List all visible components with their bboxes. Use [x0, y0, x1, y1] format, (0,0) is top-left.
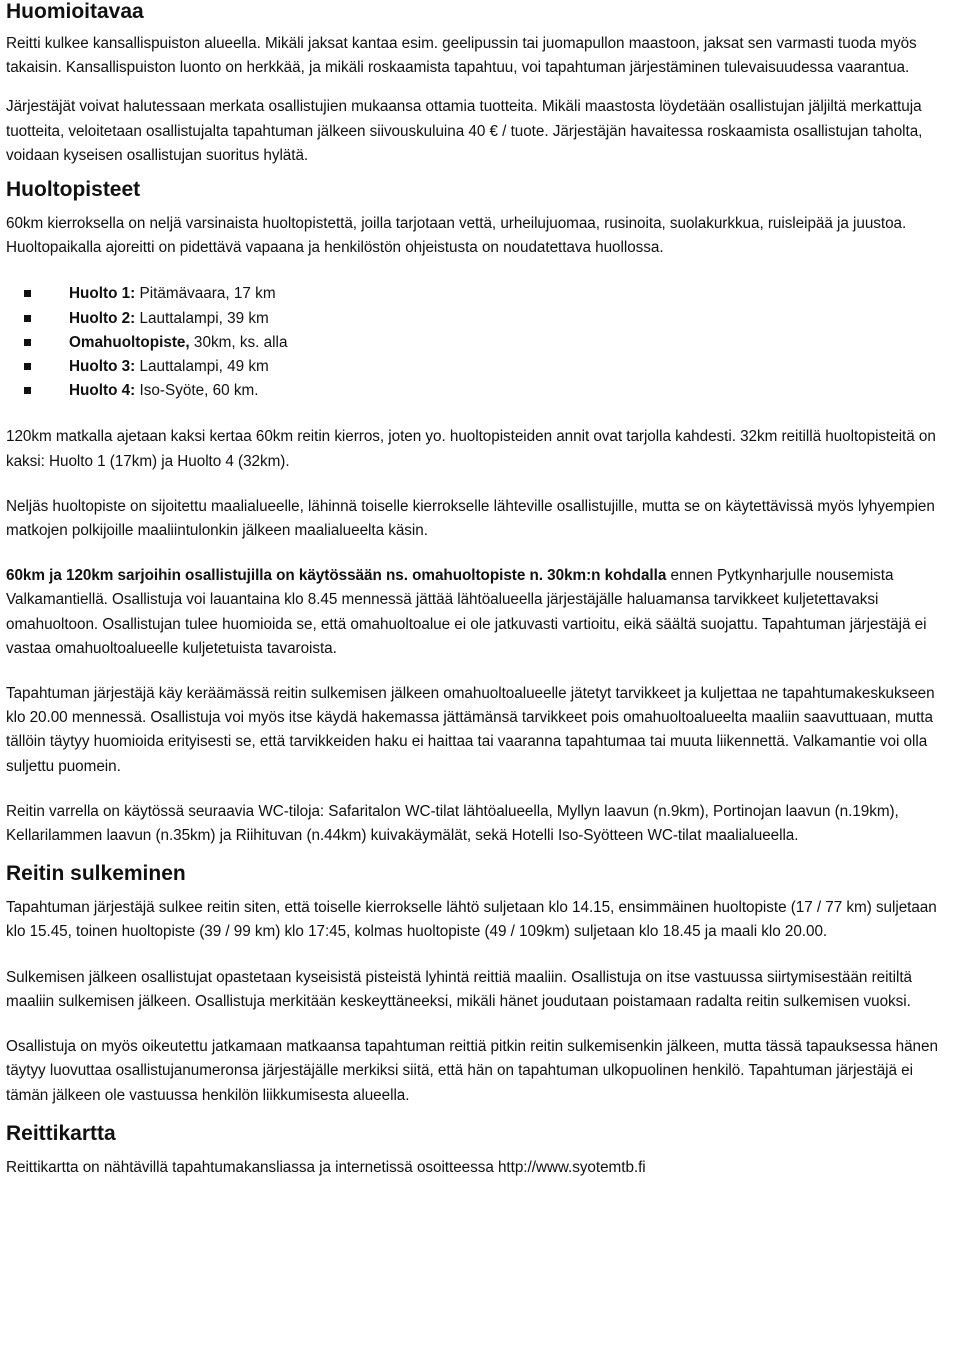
paragraph-after-closing: Sulkemisen jälkeen osallistujat opastetaan kyseisistä pisteistä lyhintä reittiä maaliin. Osallistuja on itse vastuussa siirtymisestään reitiltä maaliin sulkemisen jälkeen. Osallistuja merkitään keskeyttäneeksi, mikäli hänet joudutaan poistamaan radalta reitin sulkemisen vuoksi.	[6, 968, 912, 1010]
list-item: Huolto 3: Lauttalampi, 49 km	[24, 355, 954, 379]
section-title-reittikartta: Reittikartta	[6, 1121, 116, 1145]
station-list	[6, 282, 954, 403]
section-title-huomioitavaa: Huomioitavaa	[6, 0, 144, 23]
square-bullet-icon	[24, 315, 31, 322]
section-title-reitin-sulkeminen: Reitin sulkeminen	[6, 862, 186, 886]
list-item: Huolto 2: Lauttalampi, 39 km	[24, 307, 954, 331]
square-bullet-icon	[24, 290, 31, 297]
square-bullet-icon	[24, 363, 31, 370]
paragraph-marking-products: Järjestäjät voivat halutessaan merkata osallistujien mukaansa ottamia tuotteita. Mikäli maastosta löydetään osallistujan jäljiltä merkattuja tuotteita, veloitetaan osallistujalta tapahtuman jälkeen siivouskuluina 40 € / tuote. Järjestäjän havaitessa roskaamista osallistujan taholta, voidaan kyseisen osallistujan suoritus hylätä.	[6, 98, 923, 164]
square-bullet-icon	[24, 387, 31, 394]
paragraph-route-in-park: Reitti kulkee kansallispuiston alueella. Mikäli jaksat kantaa esim. geelipussin tai juomapullon maastoon, jaksat sen varmasti tuoda myös takaisin. Kansallispuiston luonto on herkkää, ja mikäli roskaamista tapahtuu, voi tapahtuman järjestäminen tulevaisuudessa vaarantua.	[6, 35, 917, 77]
list-item: Omahuoltopiste, 30km, ks. alla	[24, 331, 954, 355]
paragraph-continue-right: Osallistuja on myös oikeutettu jatkamaan matkaansa tapahtuman reittiä pitkin reitin sulkemisenkin jälkeen, mutta tässä tapauksessa hänen täytyy luovuttaa osallistujanumeronsa järjestäjälle merkiksi siitä, että hän on tapahtuman ulkopuolinen henkilö. Tapahtuman järjestäjä ei tämän jälkeen ole vastuussa henkilön liikkumisesta alueella.	[6, 1038, 938, 1104]
paragraph-stations-intro: 60km kierroksella on neljä varsinaista huoltopistettä, joilla tarjotaan vettä, urheilujuomaa, rusinoita, suolakurkkua, ruisleipää ja juustoa. Huoltopaikalla ajoreitti on pidettävä vapaana ja henkilöstön ohjeistusta on noudatettava huollossa.	[6, 215, 907, 257]
paragraph-closing-times: Tapahtuman järjestäjä sulkee reitin siten, että toiselle kierrokselle lähtö suljetaan klo 14.15, ensimmäinen huoltopiste (17 / 77 km) suljetaan klo 15.45, toinen huoltopiste (39 / 99 km) klo 17:45, kolmas huoltopiste (49 / 109km) suljetaan klo 18.45 ja maali klo 20.00.	[6, 899, 937, 941]
paragraph-fourth-station: Neljäs huoltopiste on sijoitettu maalialueelle, lähinnä toiselle kierrokselle lähteville osallistujille, mutta se on käytettävissä myös lyhyempien matkojen polkijoille maaliintulonkin jälkeen maalialueelta käsin.	[6, 497, 935, 540]
section-title-huoltopisteet: Huoltopisteet	[6, 178, 141, 202]
paragraph-120km: 120km matkalla ajetaan kaksi kertaa 60km reitin kierros, joten yo. huoltopisteiden annit ovat tarjolla kahdesti. 32km reitillä huoltopisteitä on kaksi: Huolto 1 (17km) ja Huolto 4 (32km).	[6, 428, 936, 470]
list-item: Huolto 1: Pitämävaara, 17 km	[24, 282, 954, 306]
paragraph-route-map: Reittikartta on nähtävillä tapahtumakansliassa ja internetissä osoitteessa http://www.syotemtb.fi	[6, 1158, 646, 1176]
list-item: Huolto 4: Iso-Syöte, 60 km.	[24, 379, 954, 403]
paragraph-own-station: 60km ja 120km sarjoihin osallistujilla on käytössään ns. omahuoltopiste n. 30km:n kohdalla ennen Pytkynharjulle nousemista Valkamantiellä. Osallistuja voi lauantaina klo 8.45 mennessä jättää lähtöalueella järjestäjälle haluamansa tarvikkeet kuljetettavaksi omahuoltoon. Osallistujan tulee huomioida se, että omahuoltoalue ei ole jatkuvasti vartioitu, eikä säältä suojattu. Tapahtuman järjestäjä ei vastaa omahuoltoalueelle kuljetetuista tavaroista.	[6, 567, 927, 657]
paragraph-collection: Tapahtuman järjestäjä käy keräämässä reitin sulkemisen jälkeen omahuoltoalueelle jätetyt tarvikkeet ja kuljettaa ne tapahtumakeskukseen klo 20.00 mennessä. Osallistuja voi myös itse käydä hakemassa jättämänsä tarvikkeet pois omahuoltoalueelta maaliin saavuttuaan, mutta tällöin täytyy huomioida erityisesti se, että tarvikkeiden haku ei haittaa tai vaaranna tapahtumaa tai muuta liikennettä. Valkamantie voi olla suljettu puomein.	[6, 685, 935, 775]
paragraph-wc: Reitin varrella on käytössä seuraavia WC-tiloja: Safaritalon WC-tilat lähtöalueella, Myllyn laavun (n.9km), Portinojan laavun (n.19km), Kellarilammen laavun (n.35km) ja Riihituvan (n.44km) kuivakäymälät, sekä Hotelli Iso-Syötteen WC-tilat maalialueella.	[6, 802, 899, 845]
square-bullet-icon	[24, 339, 31, 346]
